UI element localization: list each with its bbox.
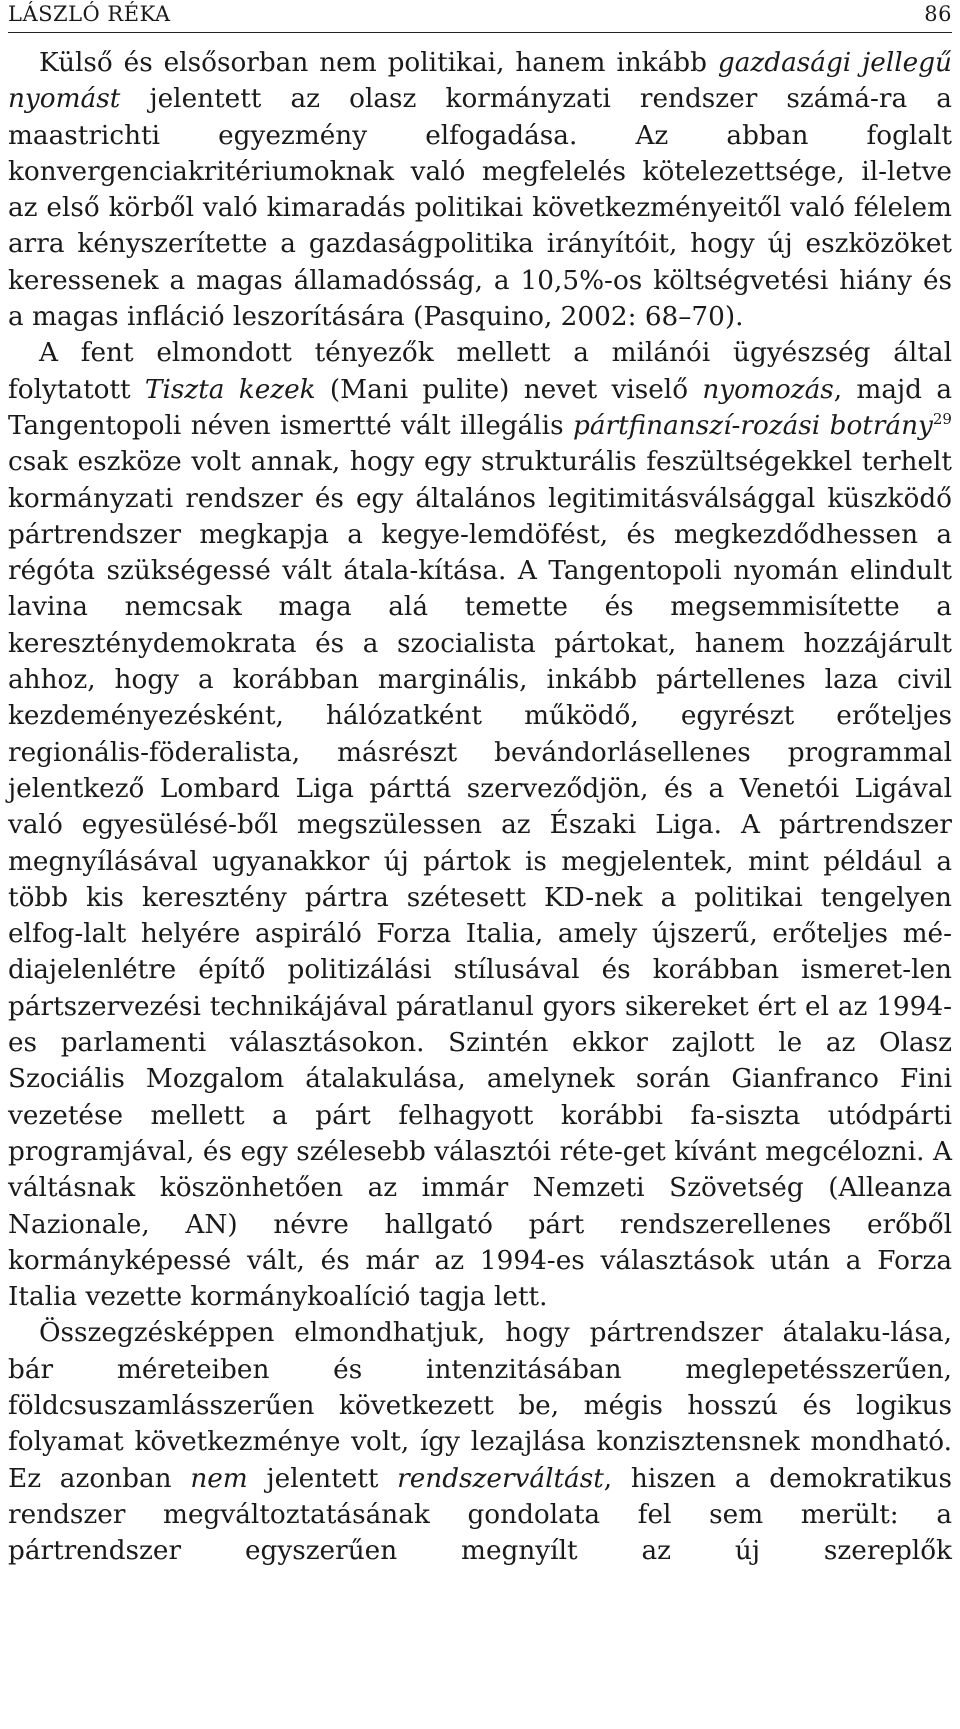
paragraph [8,1315,952,1569]
italic-text: Tiszta kezek [144,374,316,405]
footnote-ref: 29 [932,409,952,428]
running-head-author: LÁSZLÓ RÉKA [8,2,171,26]
paragraph [8,45,952,335]
italic-text: nyomozás [702,374,834,405]
text-run: A fent elmondott tényezők mellett a milánói ügyészség által folytatott [8,338,952,405]
text-run: jelentett [247,1463,398,1494]
italic-text: nem [190,1463,248,1494]
body-text [8,45,952,1569]
italic-text: gazdasági jellegű nyomást [8,48,952,115]
running-header [8,0,952,33]
text-run: Összegzésképpen elmondhatjuk, hogy pártrendszer átalaku-lása, bár méreteiben és intenzitásában meglepetésszerűen, földcsuszamlásszerűen következett be, mégis hosszú és logikus folyamat következménye volt, így lezajlása konzisztensnek mondható. Ez azonban [8,1318,952,1494]
paragraph [8,335,952,1315]
text-run: , majd a Tangentopoli néven ismertté vált illegális [8,374,952,441]
text-run: jelentett az olasz kormányzati rendszer számá-ra a maastrichti egyezmény elfogadása. Az abban foglalt konvergenciakritériumoknak való megfelelés kötelezettsége, il-letve az első körből való kimaradás politikai következményeitől való félelem arra kényszerítette a gazdaságpolitika irányítóit, hogy új eszközöket keressenek a magas államadósság, a 10,5%-os költségvetési hiány és a magas infláció leszorítására (Pasquino, 2002: 68–70). [8,84,952,333]
text-run: Külső és elsősorban nem politikai, hanem inkább [39,48,718,78]
document-page [8,0,952,1569]
text-run: (Mani pulite) nevet viselő [315,374,703,405]
italic-text: pártfinanszí-rozási botrány [572,410,933,441]
page-number: 86 [924,2,952,26]
text-run: , hiszen a demokratikus rendszer megváltoztatásának gondolata fel sem merült: a pártrendszer egyszerűen megnyílt az új szereplők [8,1463,952,1567]
italic-text: rendszerváltást [397,1463,604,1494]
text-run: csak eszköze volt annak, hogy egy strukturális feszültségekkel terhelt kormányzati rendszer és egy általános legitimitásválsággal küszködő pártrendszer megkapja a kegye-lemdöfést, és megkezdődhessen a régóta szükségessé vált átala-kítása. A Tangentopoli nyomán elindult lavina nemcsak maga alá temette és megsemmisítette a kereszténydemokrata és a szocialista pártokat, hanem hozzájárult ahhoz, hogy a korábban marginális, inkább pártellenes laza civil kezdeményezésként, hálózatként működő, egyrészt erőteljes regionális-föderalista, másrészt bevándorlásellenes programmal jelentkező Lombard Liga párttá szerveződjön, és a Venetói Ligával való egyesülésé-ből megszülessen az Északi Liga. A pártrendszer megnyílásával ugyanakkor új pártok is megjelentek, mint például a több kis keresztény pártra szétesett KD-nek a politikai tengelyen elfog-lalt helyére aspiráló Forza Italia, amely újszerű, erőteljes mé-diajelenlétre építő politizálási stílusával és korábban ismeret-len pártszervezési technikájával páratlanul gyors sikereket ért el az 1994-es parlamenti választásokon. Szintén ekkor zajlott le az Olasz Szociális Mozgalom átalakulása, amelynek során Gianfranco Fini vezetése mellett a párt felhagyott korábbi fa-siszta utódpárti programjával, és egy szélesebb választói réte-get kívánt megcélozni. A váltásnak köszönhetően az immár Nemzeti Szövetség (Alleanza Nazionale, AN) névre hallgató párt rendszerellenes erőből kormányképessé vált, és már az 1994-es választások után a Forza Italia vezette kormánykoalíció tagja lett. [8,447,952,1313]
